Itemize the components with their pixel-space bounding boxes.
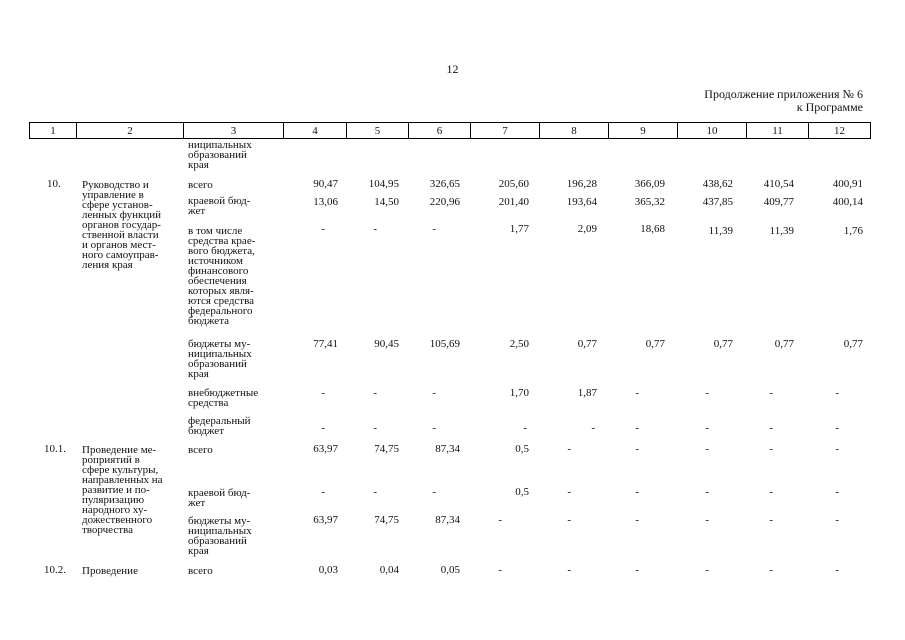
cell: 205,60 <box>498 178 529 190</box>
col-header-11: 11 <box>747 123 809 139</box>
cell: - <box>769 422 773 434</box>
cell: - <box>432 486 436 498</box>
cell: 220,96 <box>429 196 460 208</box>
cell: 0,04 <box>379 564 399 576</box>
cell: - <box>567 564 571 576</box>
cell: 2,50 <box>509 338 529 350</box>
cell: 410,54 <box>763 178 794 190</box>
cell: 0,05 <box>440 564 460 576</box>
row-number: 10. <box>47 178 61 190</box>
cell: - <box>835 514 839 526</box>
cell: - <box>769 564 773 576</box>
cell: - <box>635 422 639 434</box>
sub-label: федеральный бюджет <box>188 415 251 437</box>
row-number: 10.1. <box>44 443 66 455</box>
cell: 400,14 <box>832 196 863 208</box>
cell: - <box>769 387 773 399</box>
cell: 2,09 <box>577 223 597 235</box>
cell: - <box>373 387 377 399</box>
cell: - <box>321 486 325 498</box>
row-name: Проведение ме- роприятий в сфере культуры, направленных на развитие и по- пуляризацию народного ху- дожественного творчества <box>82 444 163 536</box>
cell: - <box>835 422 839 434</box>
carry-over-label: ниципальных образований края <box>188 139 252 171</box>
col-header-1: 1 <box>30 123 77 139</box>
col-header-2: 2 <box>77 123 184 139</box>
cell: 87,34 <box>435 443 460 455</box>
sub-label: бюджеты му- ниципальных образований края <box>188 338 252 380</box>
cell: 365,32 <box>634 196 665 208</box>
column-number-header <box>29 122 871 139</box>
col-header-8: 8 <box>540 123 609 139</box>
sub-label: бюджеты му- ниципальных образований края <box>188 515 252 557</box>
cell: - <box>635 443 639 455</box>
cell: 437,85 <box>702 196 733 208</box>
cell: - <box>373 223 377 235</box>
cell: - <box>635 564 639 576</box>
cell: 0,77 <box>645 338 665 350</box>
cell: 1,70 <box>509 387 529 399</box>
col-header-3: 3 <box>184 123 284 139</box>
cell: - <box>835 443 839 455</box>
cell: - <box>635 387 639 399</box>
cell: - <box>635 486 639 498</box>
cell: 90,45 <box>374 338 399 350</box>
sub-label: внебюджетные средства <box>188 387 259 409</box>
col-header-7: 7 <box>471 123 540 139</box>
cell: - <box>635 514 639 526</box>
cell: 63,97 <box>313 514 338 526</box>
col-header-5: 5 <box>347 123 409 139</box>
cell: - <box>373 486 377 498</box>
cell: 74,75 <box>374 514 399 526</box>
col-header-12: 12 <box>809 123 871 139</box>
cell: 63,97 <box>313 443 338 455</box>
cell: - <box>835 486 839 498</box>
cell: - <box>432 387 436 399</box>
cell: 438,62 <box>702 178 733 190</box>
cell: - <box>705 387 709 399</box>
cell: - <box>705 514 709 526</box>
sub-label: краевой бюд- жет <box>188 487 251 509</box>
cell: 13,06 <box>313 196 338 208</box>
cell: 0,77 <box>713 338 733 350</box>
cell: - <box>321 387 325 399</box>
cell: 1,76 <box>843 225 863 237</box>
cell: 1,87 <box>577 387 597 399</box>
cell: 0,5 <box>515 443 529 455</box>
cell: 326,65 <box>429 178 460 190</box>
cell: 0,5 <box>515 486 529 498</box>
cell: 1,77 <box>509 223 529 235</box>
sub-label: всего <box>188 565 213 577</box>
cell: 18,68 <box>640 223 665 235</box>
cell: - <box>769 443 773 455</box>
row-name: Руководство и управление в сфере установ- ленных функций органов государ- ственной власти и органов мест- ного самоуправ- ления края <box>82 179 162 271</box>
cell: - <box>567 443 571 455</box>
row-name: Проведение <box>82 565 138 577</box>
sub-label: всего <box>188 444 213 456</box>
cell: 90,47 <box>313 178 338 190</box>
col-header-4: 4 <box>284 123 347 139</box>
appendix-continuation-note: Продолжение приложения № 6 к Программе <box>704 87 863 114</box>
cell: - <box>705 486 709 498</box>
cell: - <box>523 422 527 434</box>
cell: - <box>567 486 571 498</box>
cell: 11,39 <box>769 225 794 237</box>
cell: - <box>835 564 839 576</box>
cell: 196,28 <box>566 178 597 190</box>
sub-label: в том числе средства крае- вого бюджета, источником финансового обеспечения которых явля- ются средства федерального бюджета <box>188 225 256 327</box>
cell: - <box>705 422 709 434</box>
cell: - <box>432 223 436 235</box>
cell: - <box>835 387 839 399</box>
cell: 104,95 <box>368 178 399 190</box>
cell: 366,09 <box>634 178 665 190</box>
sub-label: всего <box>188 179 213 191</box>
cell: - <box>498 564 502 576</box>
row-number: 10.2. <box>44 564 66 576</box>
cell: 87,34 <box>435 514 460 526</box>
cell: 11,39 <box>708 225 733 237</box>
cell: 14,50 <box>374 196 399 208</box>
cell: 0,77 <box>577 338 597 350</box>
sub-label: краевой бюд- жет <box>188 195 251 217</box>
cell: 0,77 <box>774 338 794 350</box>
page-number: 12 <box>446 62 459 76</box>
cell: - <box>705 564 709 576</box>
cell: - <box>321 223 325 235</box>
cell: 400,91 <box>832 178 863 190</box>
cell: 74,75 <box>374 443 399 455</box>
cell: - <box>567 514 571 526</box>
cell: 0,77 <box>843 338 863 350</box>
cell: - <box>432 422 436 434</box>
cell: - <box>498 514 502 526</box>
cell: 0,03 <box>318 564 338 576</box>
cell: - <box>591 422 595 434</box>
cell: - <box>769 486 773 498</box>
cell: 201,40 <box>498 196 529 208</box>
col-header-6: 6 <box>409 123 471 139</box>
cell: - <box>705 443 709 455</box>
col-header-10: 10 <box>678 123 747 139</box>
cell: 409,77 <box>763 196 794 208</box>
col-header-9: 9 <box>609 123 678 139</box>
cell: 105,69 <box>429 338 460 350</box>
cell: 193,64 <box>566 196 597 208</box>
cell: - <box>373 422 377 434</box>
cell: 77,41 <box>313 338 338 350</box>
cell: - <box>321 422 325 434</box>
cell: - <box>769 514 773 526</box>
